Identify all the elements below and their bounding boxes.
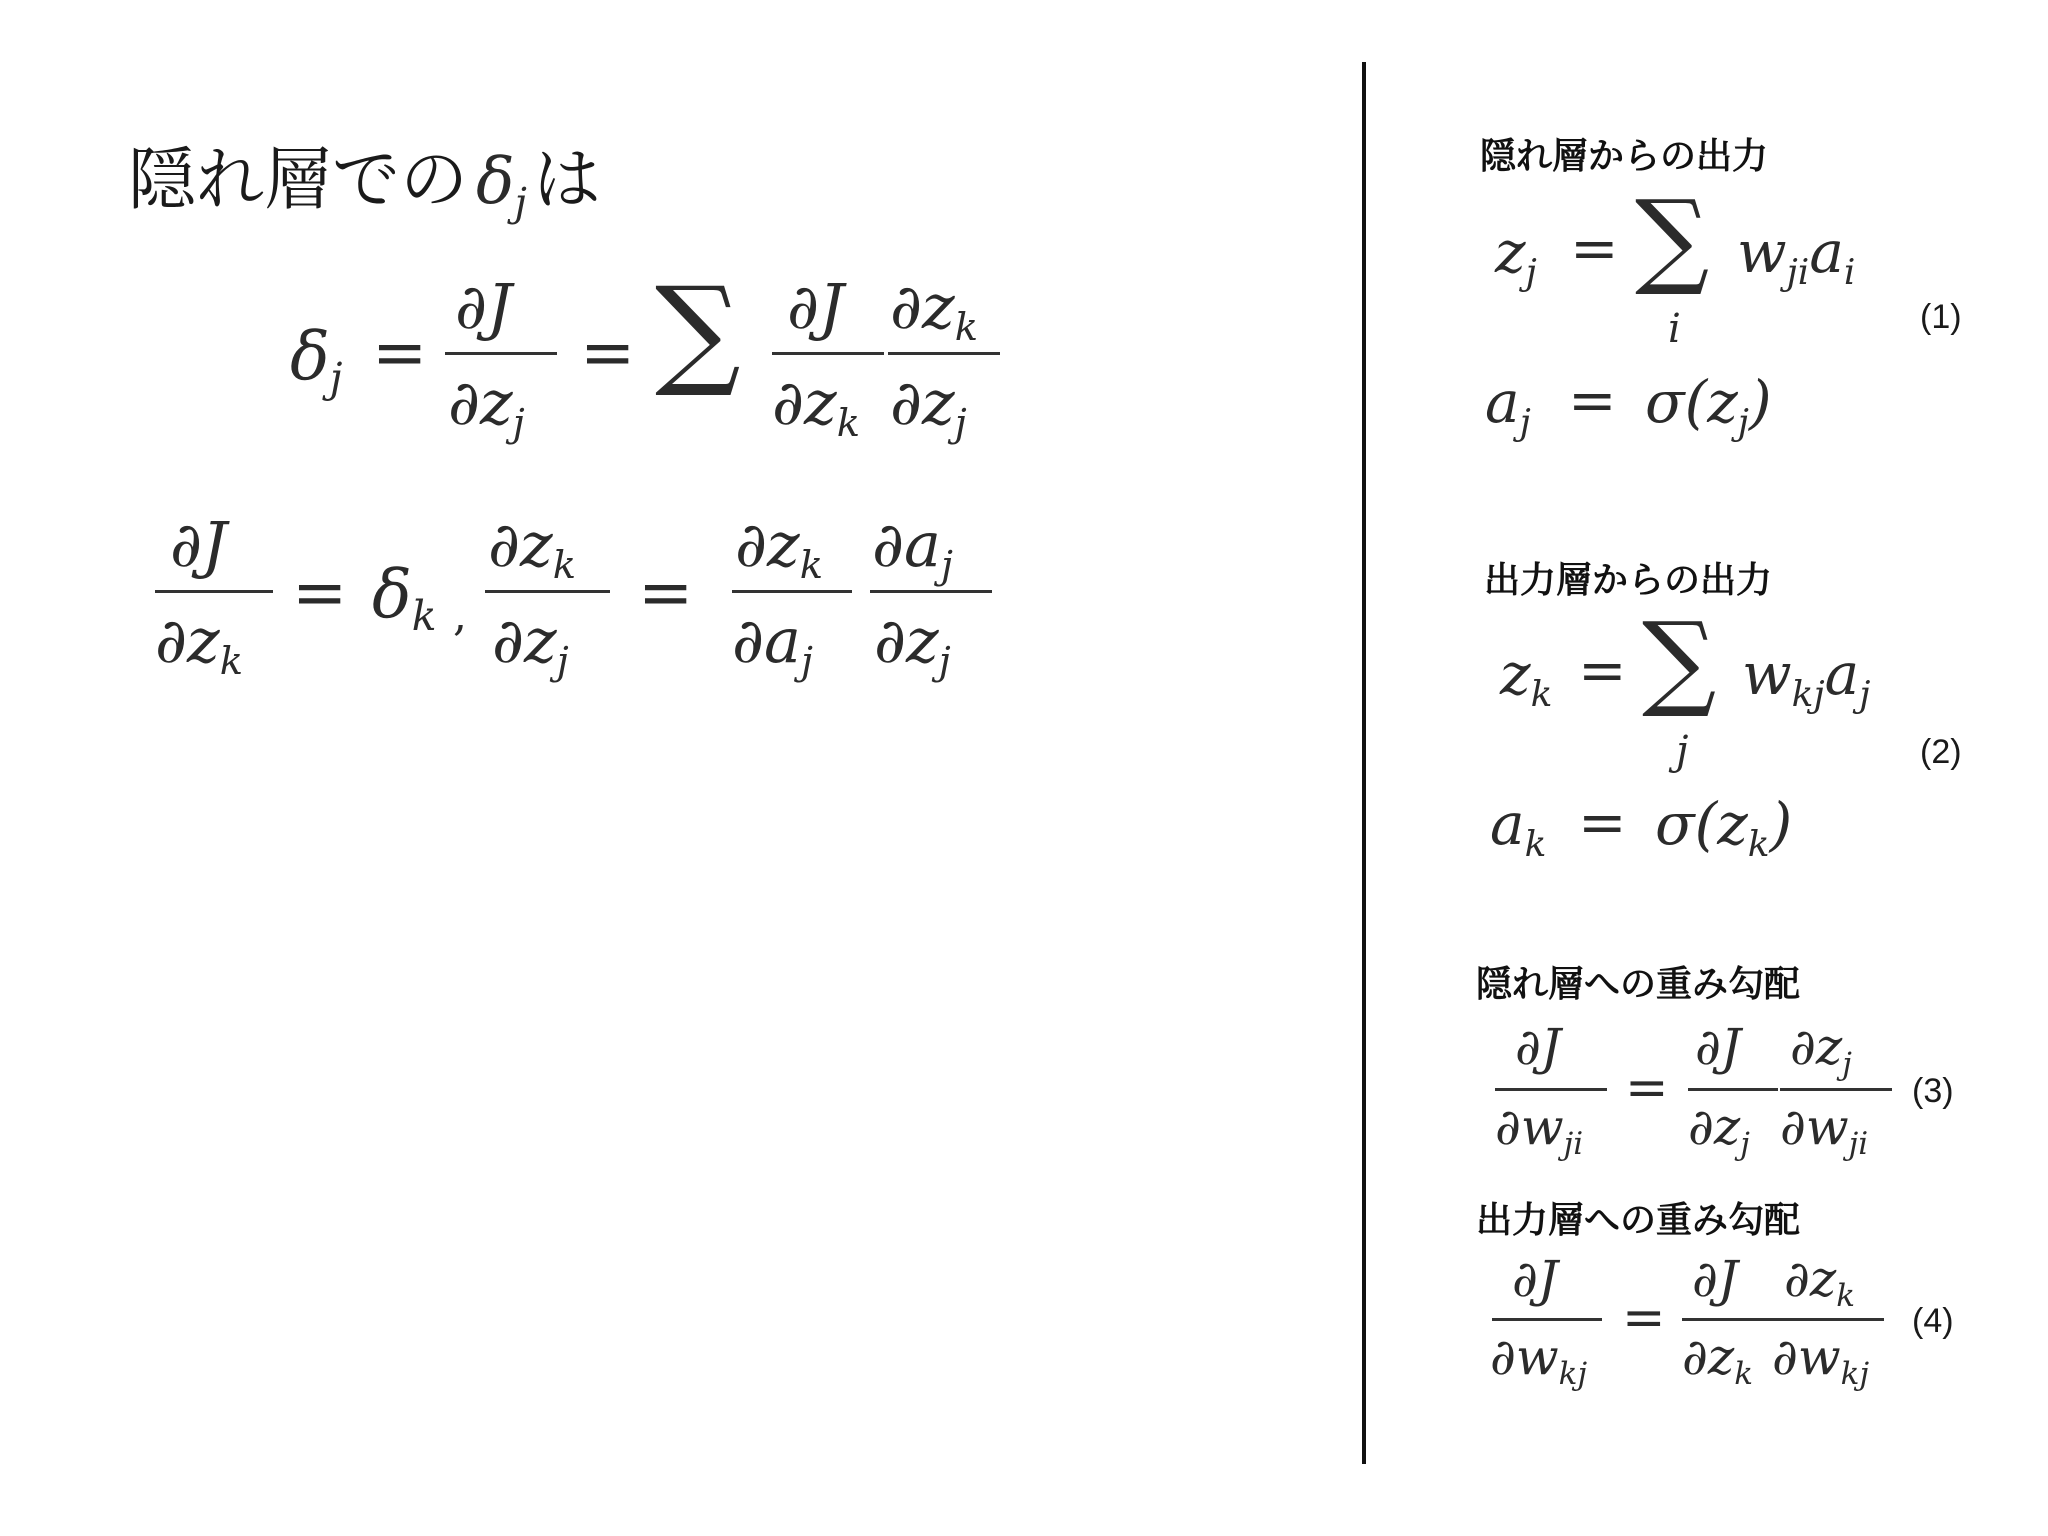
eq1-f3-bar [888, 352, 1000, 355]
eq1-frac-num: ∂J [455, 270, 512, 343]
sec4-b-num: ∂J [1692, 1250, 1738, 1308]
section1-title: 隠れ層からの出力 [1480, 136, 1769, 177]
sec3-b-num: ∂J [1695, 1018, 1741, 1076]
sec3-a-bar [1495, 1088, 1607, 1091]
sec4-b-den: ∂zk [1682, 1328, 1753, 1392]
eq1-f3-num: ∂zk [890, 270, 979, 351]
sec4-a-num: ∂J [1512, 1250, 1558, 1308]
sec3-c-num: ∂zj [1790, 1018, 1852, 1082]
section2-title: 出力層からの出力 [1484, 560, 1773, 601]
sec1-sum: ∑ [1635, 177, 1710, 299]
eq2-c-den: ∂aj [732, 604, 813, 685]
heading-symbol: δj [476, 145, 527, 226]
sec3-a-den: ∂wji [1495, 1098, 1584, 1162]
vertical-divider [1362, 62, 1366, 1464]
eq2-b-num: ∂zk [488, 508, 577, 589]
sec2-line2-rhs: σ(zk) [1655, 790, 1793, 865]
sec3-b-bar [1688, 1088, 1778, 1091]
eq1-lhs: δj [290, 318, 343, 403]
sec2-line1-eq: = [1578, 636, 1627, 704]
left-heading [128, 126, 601, 226]
sec1-line2-eq: = [1568, 366, 1617, 434]
eq2-d-bar [870, 590, 992, 593]
eq2-b-bar [485, 590, 610, 593]
equation-number-4: (4) [1912, 1302, 1954, 1340]
sec4-a-den: ∂wkj [1490, 1328, 1588, 1392]
sec2-line2-lhs: ak [1490, 790, 1547, 865]
heading-tail: は [532, 141, 601, 220]
sec1-line1-rhs: wjiai [1737, 218, 1856, 293]
eq1-equals-2: = [580, 314, 636, 391]
sec1-line1-eq: = [1570, 214, 1619, 282]
sec2-line2-eq: = [1578, 788, 1627, 856]
eq2-equals-2: = [638, 554, 694, 631]
section4-title: 出力層への重み勾配 [1476, 1200, 1801, 1241]
sum-symbol: ∑ [655, 262, 741, 401]
eq1-frac-den: ∂zj [448, 366, 525, 447]
eq2-a-num: ∂J [170, 508, 227, 581]
section3-title: 隠れ層への重み勾配 [1476, 964, 1801, 1005]
sec4-c-num: ∂zk [1784, 1250, 1855, 1314]
sec4-a-bar [1492, 1318, 1602, 1321]
sec3-a-num: ∂J [1515, 1018, 1561, 1076]
eq1-equals-1: = [372, 314, 428, 391]
eq1-f2-den: ∂zk [772, 366, 861, 447]
sec2-sum-index: j [1676, 728, 1689, 774]
sec1-sum-index: i [1668, 306, 1681, 352]
eq2-d-den: ∂zj [874, 604, 951, 685]
heading-text: 隠れ層での [128, 141, 469, 220]
sec1-line1-lhs: zj [1495, 218, 1537, 293]
eq2-rhs: δk [372, 556, 437, 641]
sec4-eq: = [1622, 1288, 1666, 1348]
sec4-c-den: ∂wkj [1772, 1328, 1870, 1392]
equation-number-3: (3) [1912, 1072, 1954, 1110]
eq2-d-num: ∂aj [872, 508, 953, 589]
equation-number-2: (2) [1920, 733, 1962, 771]
eq2-comma: , [453, 590, 467, 641]
sec1-line2-rhs: σ(zj) [1645, 368, 1772, 443]
sec3-b-den: ∂zj [1688, 1098, 1750, 1162]
sec1-line2-lhs: aj [1485, 368, 1531, 443]
eq2-c-bar [732, 590, 852, 593]
sec2-line1-lhs: zk [1500, 640, 1553, 715]
sec2-sum: ∑ [1642, 599, 1717, 721]
eq1-f3-den: ∂zj [890, 366, 967, 447]
sec2-line1-rhs: wkjaj [1742, 640, 1871, 715]
eq2-b-den: ∂zj [492, 604, 569, 685]
sec3-c-bar [1780, 1088, 1892, 1091]
eq2-c-num: ∂zk [735, 508, 824, 589]
sec4-c-bar [1772, 1318, 1884, 1321]
eq2-a-den: ∂zk [155, 604, 244, 685]
sec3-c-den: ∂wji [1780, 1098, 1869, 1162]
eq2-a-bar [155, 590, 273, 593]
eq1-f2-bar [772, 352, 884, 355]
eq1-f2-num: ∂J [787, 270, 844, 343]
eq2-equals-1: = [292, 554, 348, 631]
eq1-frac-bar [445, 352, 557, 355]
sec4-b-bar [1682, 1318, 1772, 1321]
equation-number-1: (1) [1920, 298, 1962, 336]
sec3-eq: = [1625, 1058, 1669, 1118]
